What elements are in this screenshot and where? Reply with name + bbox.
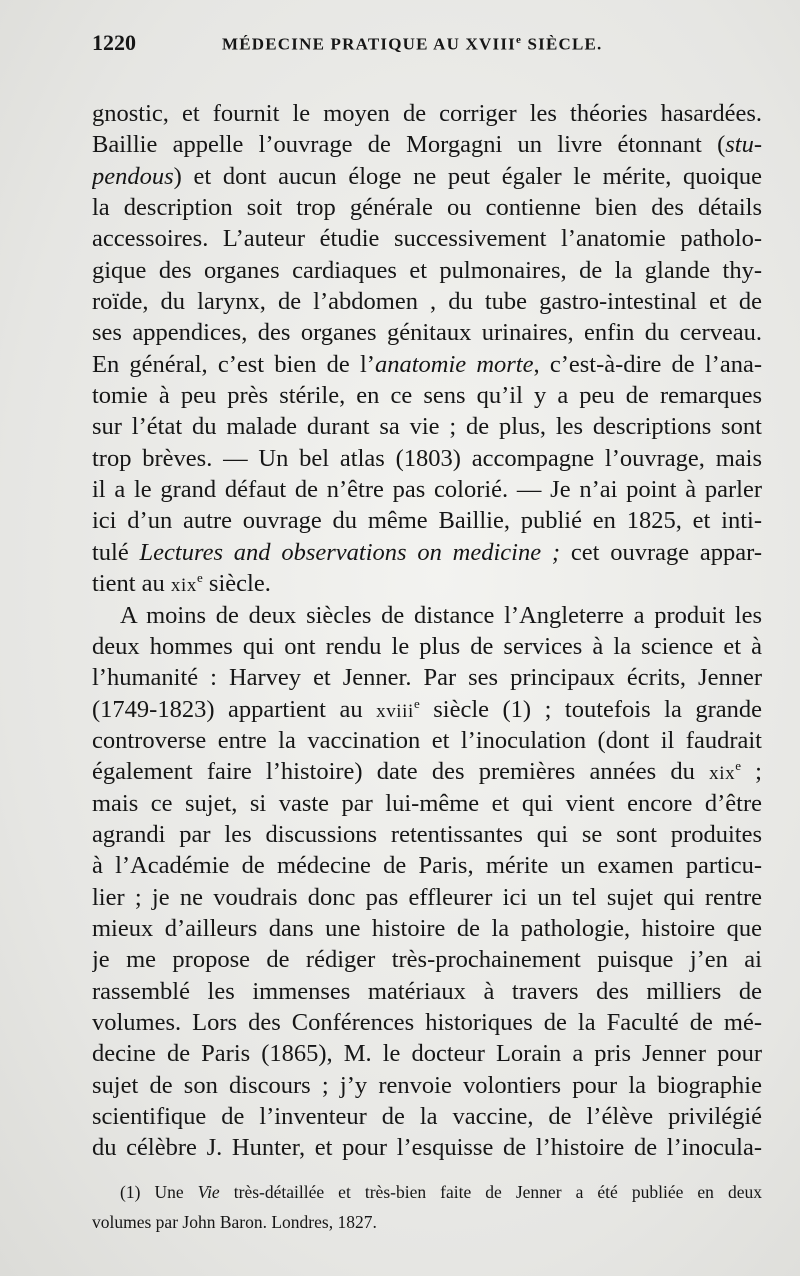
text-segment: (1) Une	[120, 1182, 198, 1202]
text-segment: En général, c’est bien de l’	[92, 350, 375, 378]
text-segment: cet ouvrage appar-	[560, 538, 762, 566]
text-line	[92, 537, 762, 568]
italic-text: Vie	[197, 1182, 220, 1202]
text-line: la description soit trop générale ou contienne bien des détails	[92, 194, 762, 222]
running-head	[92, 30, 762, 70]
text-line: scientifique de l’inventeur de la vaccine, de l’élève privilégié	[92, 1103, 762, 1130]
text-segment: , c’est-à-dire de l’ana-	[533, 350, 762, 378]
text-segment: ;	[740, 758, 762, 786]
italic-text: stu-	[725, 131, 762, 159]
page-number: 1220	[92, 30, 136, 55]
running-title-main: MÉDECINE PRATIQUE AU XVIII	[222, 35, 516, 54]
text-line: l’humanité : Harvey et Jenner. Par ses principaux écrits, Jenner	[92, 664, 762, 692]
running-title-end: SIÈCLE.	[522, 35, 603, 54]
text-line	[92, 129, 762, 160]
running-title	[222, 34, 603, 55]
text-line: controverse entre la vaccination et l’inoculation (dont il faudrait	[92, 726, 762, 754]
text-line: trop brèves. — Un bel atlas (1803) accompagne l’ouvrage, mais	[92, 444, 762, 472]
footnote-line	[92, 1177, 762, 1207]
running-title-superscript: e	[515, 34, 523, 47]
text-line: mais ce sujet, si vaste par lui-même et qui vient encore d’être	[92, 789, 762, 817]
text-line: rassemblé les immenses matériaux à travers des milliers de	[92, 977, 762, 1005]
text-line: accessoires. L’auteur étudie successivement l’anatomie patholo-	[92, 225, 762, 253]
body-text	[92, 98, 762, 1164]
text-segment: également faire l’histoire) date des premières années du	[92, 758, 710, 786]
text-segment: tient au	[92, 570, 171, 598]
superscript: e	[197, 570, 203, 585]
text-segment: siècle (1) ; toutefois la grande	[419, 695, 762, 723]
small-caps-text: xix	[170, 575, 198, 597]
text-segment: siècle.	[202, 570, 271, 598]
text-segment: (1749-1823) appartient au	[92, 695, 377, 723]
italic-text: anatomie morte	[374, 350, 534, 378]
text-line: sujet de son discours ; j’y renvoie volontiers pour la biographie	[92, 1071, 762, 1099]
superscript: e	[735, 758, 741, 774]
text-line: mieux d’ailleurs dans une histoire de la pathologie, histoire que	[92, 914, 762, 942]
small-caps-text: xviii	[376, 700, 414, 722]
text-line: ici d’un autre ouvrage du même Baillie, publié en 1825, et inti-	[92, 507, 762, 535]
text-line: du célèbre J. Hunter, et pour l’esquisse de l’histoire de l’inocula-	[92, 1134, 762, 1162]
italic-text: pendous	[92, 162, 174, 190]
superscript: e	[413, 695, 420, 711]
text-line: agrandi par les discussions retentissantes qui se sont produites	[92, 820, 762, 848]
text-line: A moins de deux siècles de distance l’Angleterre a produit les	[120, 601, 762, 629]
small-caps-text: xix	[709, 763, 736, 785]
text-line: tomie à peu près stérile, en ce sens qu’il y a peu de remarques	[92, 382, 762, 410]
text-line: je me propose de rédiger très-prochainement puisque j’en ai	[92, 946, 762, 974]
text-line: ses appendices, des organes génitaux urinaires, enfin du cerveau.	[92, 319, 762, 347]
text-line: volumes. Lors des Conférences historiques de la Faculté de mé-	[92, 1008, 762, 1036]
text-line: lier ; je ne voudrais donc pas effleurer ici un tel sujet qui rentre	[92, 883, 762, 911]
text-line: gique des organes cardiaques et pulmonaires, de la glande thy-	[92, 256, 762, 284]
text-line: decine de Paris (1865), M. le docteur Lorain a pris Jenner pour	[92, 1040, 762, 1068]
text-segment: Baillie appelle l’ouvrage de Morgagni un livre étonnant (	[92, 131, 726, 159]
text-line: deux hommes qui ont rendu le plus de services à la science et à	[92, 632, 762, 660]
text-line: roïde, du larynx, de l’abdomen , du tube gastro-intestinal et de	[92, 288, 762, 316]
text-line	[92, 161, 762, 192]
italic-text: Lectures and observations on medicine ;	[139, 538, 561, 566]
text-line: gnostic, et fournit le moyen de corriger les théories hasardées.	[92, 100, 762, 127]
text-line: sur l’état du malade durant sa vie ; de plus, les descriptions sont	[92, 413, 762, 441]
text-line	[92, 349, 762, 380]
text-segment: ) et dont aucun éloge ne peut égaler le mérite, quoique	[173, 162, 762, 190]
text-line: à l’Académie de médecine de Paris, mérite un examen particu-	[92, 852, 762, 880]
text-segment: tulé	[92, 538, 140, 566]
text-line: il a le grand défaut de n’être pas colorié. — Je n’ai point à parler	[92, 476, 762, 504]
text-line	[92, 568, 762, 599]
text-line	[92, 756, 762, 787]
footnote	[92, 1177, 762, 1237]
text-line	[92, 694, 762, 725]
footnote-line: volumes par John Baron. Londres, 1827.	[92, 1212, 377, 1232]
text-segment: très-détaillée et très-bien faite de Jenner a été publiée en deux	[219, 1182, 762, 1202]
